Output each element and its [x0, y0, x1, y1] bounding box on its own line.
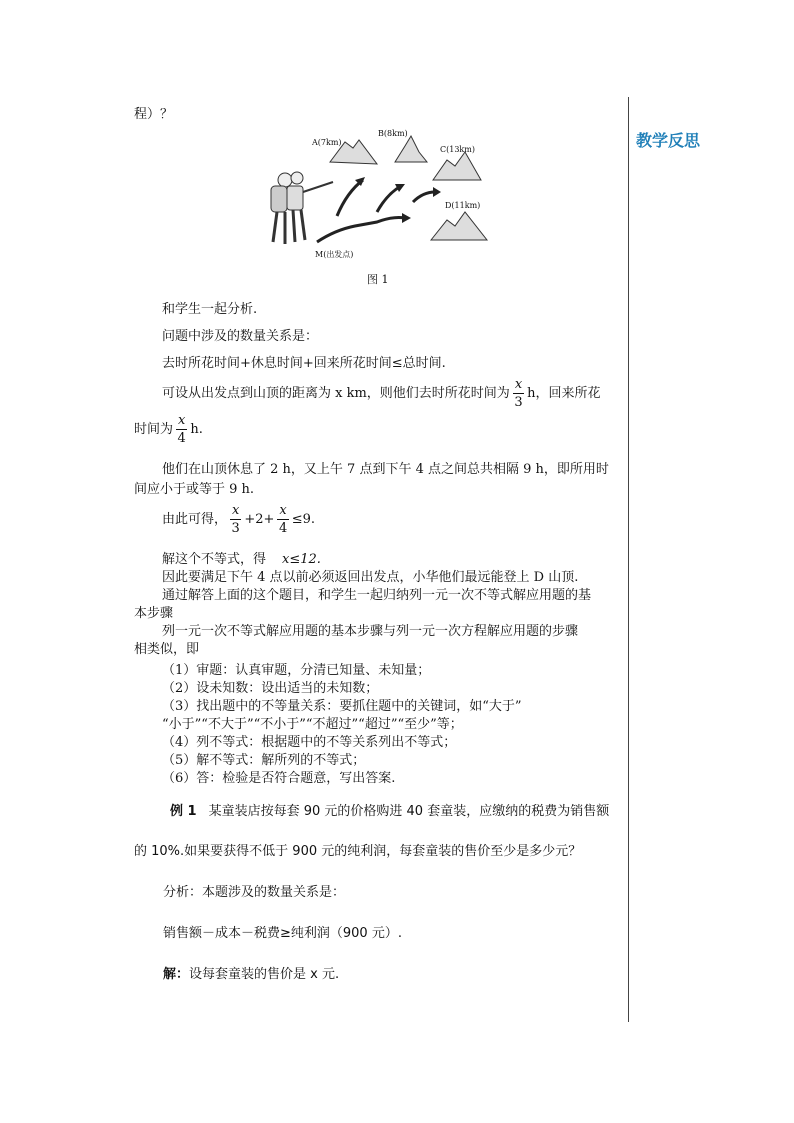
step-1: （1）审题：认真审题，分清已知量、未知量；: [162, 663, 431, 678]
step-4: （4）列不等式：根据题中的不等关系列出不等式；: [162, 735, 457, 750]
para-10-line-1: 通过解答上面的这个题目，和学生一起归纳列一元一次不等式解应用题的基: [162, 588, 592, 603]
para-11-line-1: 列一元一次不等式解应用题的基本步骤与列一元一次方程解应用题的步骤: [162, 624, 579, 639]
inequality-line: 由此可得， $\frac{x}{3}$ +2+ $\frac{x}{4}$ ≤9.: [162, 503, 316, 536]
analysis-line-2: 销售额－成本－税费≥纯利润（900 元）.: [163, 926, 402, 941]
column-divider: [628, 97, 629, 1022]
para-2: 问题中涉及的数量关系是：: [162, 329, 319, 344]
label-c: C(13km): [440, 145, 475, 154]
para-5: 时间为 $\frac{x}{4}$ h.: [134, 413, 203, 446]
label-d: D(11km): [445, 201, 481, 210]
step-6: （6）答：检验是否符合题意，写出答案.: [162, 771, 396, 786]
label-m: M(出发点): [315, 250, 354, 259]
para-6-line-1: 他们在山顶休息了 2 h，又上午 7 点到下午 4 点之间总共相隔 9 h，即所用时: [162, 462, 609, 477]
step-2: （2）设未知数：设出适当的未知数；: [162, 681, 379, 696]
analysis-line-1: 分析：本题涉及的数量关系是：: [163, 885, 346, 900]
label-a: A(7km): [312, 138, 342, 147]
mountain-b-icon: [395, 136, 427, 162]
para-10-line-2: 本步骤: [134, 606, 174, 621]
para-4: 可设从出发点到山顶的距离为 x km，则他们去时所花时间为 $\frac{x}{3}$ h，回来所花: [162, 377, 601, 410]
step-3-continued: “小于”“不大于”“不小于”“不超过”“超过”“至少”等；: [162, 717, 463, 732]
arrow-path-icon: [317, 218, 405, 243]
example-1-line-2: 的 10%.如果要获得不低于 900 元的纯利润，每套童装的售价至少是多少元？: [134, 844, 582, 859]
arrow-to-b-icon: [377, 186, 401, 212]
para-8: 解这个不等式，得 x≤12.: [162, 552, 321, 567]
para-6-line-2: 间应小于或等于 9 h.: [134, 482, 255, 497]
solution-line: 解：设每套童装的售价是 x 元.: [163, 967, 340, 982]
arrow-to-c-icon: [413, 192, 435, 202]
example-label: 例 1: [170, 804, 197, 819]
mountain-figure: [255, 122, 495, 262]
example-1-line-1: 例 1 某童装店按每套 90 元的价格购进 40 套童装，应缴纳的税费为销售额: [170, 804, 610, 819]
para-9: 因此要满足下午 4 点以前必须返回出发点，小华他们最远能登上 D 山顶.: [162, 570, 579, 585]
label-b: B(8km): [378, 129, 408, 138]
arrow-to-a-icon: [337, 180, 363, 216]
para-1: 和学生一起分析.: [162, 302, 258, 317]
line-top: 程）？: [134, 107, 174, 122]
step-3: （3）找出题中的不等量关系：要抓住题中的关键词，如“大于”: [162, 699, 522, 714]
figure-caption: 图 1: [367, 273, 389, 286]
hikers-icon: [271, 172, 333, 244]
mountain-d-icon: [431, 212, 487, 240]
para-3: 去时所花时间+休息时间+回来所花时间≤总时间.: [162, 356, 446, 371]
step-5: （5）解不等式：解所列的不等式；: [162, 753, 366, 768]
mountain-c-icon: [433, 152, 481, 180]
teaching-reflection-heading: 教学反思: [636, 131, 701, 150]
para-11-line-2: 相类似，即: [134, 642, 200, 657]
